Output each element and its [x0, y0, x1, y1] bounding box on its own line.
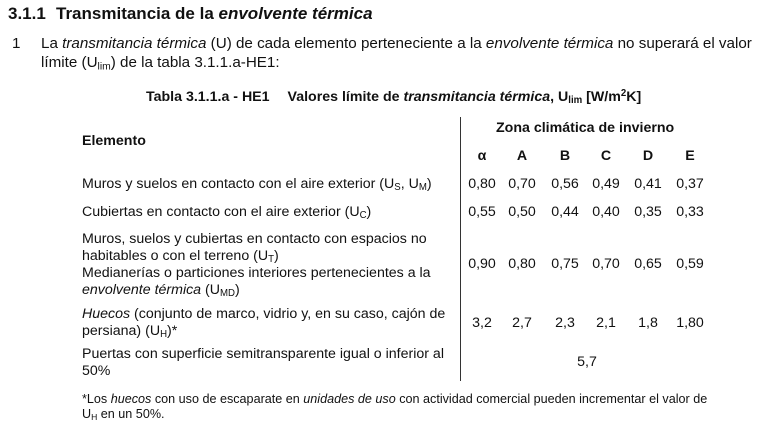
value-cell: 0,40 — [592, 204, 620, 220]
value-cell: 0,80 — [508, 256, 536, 272]
value-cell: 0,70 — [508, 176, 536, 192]
section-number: 3.1.1 — [8, 4, 46, 23]
value-cell: 3,2 — [472, 315, 492, 331]
requirement-paragraph — [12, 34, 780, 72]
value-cell: 0,70 — [592, 256, 620, 272]
zone-header: α — [477, 148, 487, 164]
row-label: Muros, suelos y cubiertas en contacto con espacios no habitables o con el terreno $(U_T)$ Medianerías o particiones interiores pertenecientes a la envolvente térmica $(U_{MD})$ — [82, 231, 431, 300]
value-cell: 0,55 — [468, 204, 496, 220]
zone-header: B — [559, 148, 571, 164]
table-divider — [460, 117, 461, 381]
section-heading — [8, 4, 373, 24]
value-cell: 0,33 — [676, 204, 704, 220]
table-caption: Tabla 3.1.1.a - HE1 Valores límite de transmitancia térmica, $U_{lim}$ $[W/m^2K]$ — [146, 88, 642, 107]
value-cell: 1,8 — [638, 315, 658, 331]
value-cell: 0,56 — [551, 176, 579, 192]
value-cell: 0,50 — [508, 204, 536, 220]
value-cell: 0,75 — [551, 256, 579, 272]
merged-value-cell: 5,7 — [577, 354, 597, 370]
value-cell: 2,3 — [555, 315, 575, 331]
value-cell: 0,37 — [676, 176, 704, 192]
value-cell: 0,41 — [634, 176, 662, 192]
value-cell: 2,7 — [512, 315, 532, 331]
zone-column-header: Zona climática de invierno — [496, 120, 675, 136]
value-cell: 0,59 — [676, 256, 704, 272]
footnote: *Los huecos con uso de escaparate en unidades de uso con actividad comercial pueden incrementar el valor de $U_H$ en un 50%. — [82, 392, 708, 422]
value-cell: 0,49 — [592, 176, 620, 192]
row-label: Cubiertas en contacto con el aire exterior $(U_C)$ — [82, 204, 372, 222]
zone-header: A — [516, 148, 528, 164]
zone-header: E — [685, 148, 695, 164]
value-cell: 0,44 — [551, 204, 579, 220]
paragraph-text: La transmitancia térmica (U) de cada elemento perteneciente a la envolvente térmica no superará el valor límite $(U_{lim})$ de la tabla 3.1.1.a-HE1: — [41, 35, 752, 73]
section-title: Transmitancia de la envolvente térmica — [56, 4, 373, 23]
value-cell: 1,80 — [676, 315, 704, 331]
value-cell: 0,65 — [634, 256, 662, 272]
row-label: Muros y suelos en contacto con el aire exterior ($U_S$, $U_M$) — [82, 176, 432, 194]
row-label: Puertas con superficie semitransparente igual o inferior al 50% — [82, 346, 444, 379]
value-cell: 0,35 — [634, 204, 662, 220]
zone-header: D — [642, 148, 654, 164]
value-cell: 2,1 — [596, 315, 616, 331]
value-cell: 0,90 — [468, 256, 496, 272]
paragraph-number: 1 — [12, 35, 21, 52]
zone-header: C — [600, 148, 612, 164]
element-column-header: Elemento — [82, 133, 146, 149]
value-cell: 0,80 — [468, 176, 496, 192]
row-label: Huecos (conjunto de marco, vidrio y, en su caso, cajón de persiana) $(U_H)*$ — [82, 306, 446, 341]
